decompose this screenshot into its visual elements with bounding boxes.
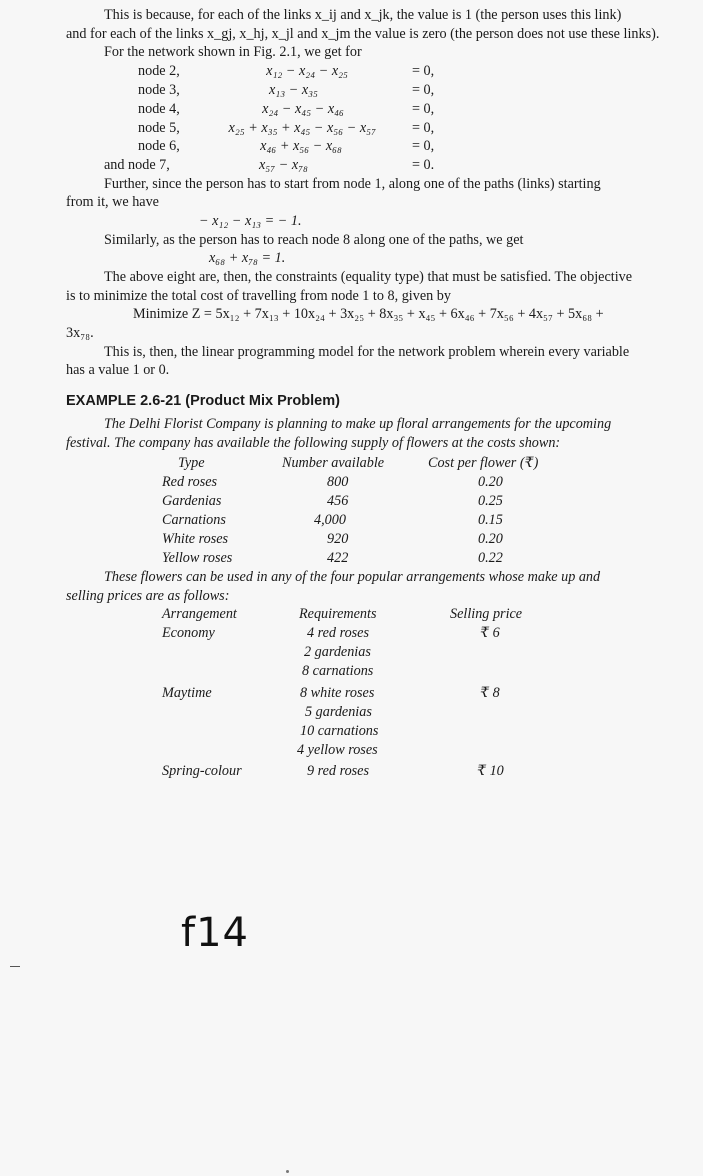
table-row: Yellow roses bbox=[162, 550, 233, 566]
start-constraint: − x₁₂ − x₁₃ = − 1. bbox=[199, 213, 302, 229]
eq-expr: x₄₆ + x₅₆ − x₆₈ bbox=[260, 138, 342, 154]
table-cell: 456 bbox=[327, 493, 349, 509]
arrangement-name: Maytime bbox=[162, 685, 212, 701]
further-line-1: Further, since the person has to start from node 1, along one of the paths (links) starting bbox=[104, 176, 601, 192]
requirement-item: 9 red roses bbox=[307, 763, 370, 779]
eq-expr: x₂₄ − x₄₅ − x₄₆ bbox=[262, 101, 344, 117]
selling-price: ₹ 10 bbox=[477, 763, 504, 779]
arr-header-requirements: Requirements bbox=[299, 606, 377, 622]
further-line-4: The above eight are, then, the constraints (equality type) that must be satisfied. The objective bbox=[104, 269, 633, 285]
table-cell: 0.22 bbox=[478, 550, 503, 566]
requirement-item: 10 carnations bbox=[300, 723, 379, 739]
page-mark bbox=[286, 1170, 289, 1173]
eq-label: node 5, bbox=[138, 120, 180, 136]
after-table-line-1: These flowers can be used in any of the four popular arrangements whose make up and bbox=[104, 569, 601, 585]
selling-price: ₹ 8 bbox=[480, 685, 500, 701]
requirement-item: 8 carnations bbox=[302, 663, 374, 679]
eq-value: = 0, bbox=[412, 120, 435, 136]
intro-line-2: and for each of the links x_gj, x_hj, x_jl and x_jm the value is zero (the person does not use these links). bbox=[66, 26, 660, 42]
objective-function: Minimize Z = 5x₁₂ + 7x₁₃ + 10x₂₄ + 3x₂₅ + 8x₃₅ + x₄₅ + 6x₄₆ + 7x₅₆ + 4x₅₇ + 5x₆₈ + bbox=[133, 306, 604, 322]
eq-expr: x₂₅ + x₃₅ + x₄₅ − x₅₆ − x₅₇ bbox=[228, 120, 376, 136]
eq-expr: x₁₃ − x₃₅ bbox=[269, 82, 318, 98]
requirement-item: 4 red roses bbox=[307, 625, 370, 641]
table-row: Red roses bbox=[162, 474, 218, 490]
requirement-item: 5 gardenias bbox=[305, 704, 372, 720]
after-table-line-2: selling prices are as follows: bbox=[66, 588, 230, 604]
table-cell: 0.15 bbox=[478, 512, 503, 528]
example-heading: EXAMPLE 2.6-21 (Product Mix Problem) bbox=[66, 393, 340, 409]
table-row: Gardenias bbox=[162, 493, 222, 509]
objective-continuation: 3x₇₈. bbox=[66, 325, 94, 341]
further-line-6: This is, then, the linear programming model for the network problem wherein every variable bbox=[104, 344, 630, 360]
eq-value: = 0, bbox=[412, 101, 435, 117]
requirement-item: 8 white roses bbox=[300, 685, 375, 701]
eq-value: = 0. bbox=[412, 157, 435, 173]
table-cell: 0.20 bbox=[478, 531, 503, 547]
eq-value: = 0, bbox=[412, 82, 435, 98]
further-line-3: Similarly, as the person has to reach node 8 along one of the paths, we get bbox=[104, 232, 524, 248]
supply-header-type: Type bbox=[178, 455, 205, 471]
table-cell: 800 bbox=[327, 474, 349, 490]
eq-expr: x₁₂ − x₂₄ − x₂₅ bbox=[266, 63, 348, 79]
table-row: White roses bbox=[162, 531, 229, 547]
eq-label: node 3, bbox=[138, 82, 180, 98]
requirement-item: 4 yellow roses bbox=[297, 742, 378, 758]
selling-price: ₹ 6 bbox=[480, 625, 500, 641]
end-constraint: x₆₈ + x₇₈ = 1. bbox=[209, 250, 286, 266]
table-row: Carnations bbox=[162, 512, 226, 528]
eq-label: node 6, bbox=[138, 138, 180, 154]
arr-header-arrangement: Arrangement bbox=[162, 606, 237, 622]
eq-label: and node 7, bbox=[104, 157, 170, 173]
table-cell: 0.25 bbox=[478, 493, 503, 509]
table-cell: 0.20 bbox=[478, 474, 503, 490]
further-line-7: has a value 1 or 0. bbox=[66, 362, 170, 378]
table-cell: 422 bbox=[327, 550, 349, 566]
table-cell: 4,000 bbox=[314, 512, 346, 528]
arr-header-price: Selling price bbox=[450, 606, 523, 622]
eq-label: node 4, bbox=[138, 101, 180, 117]
intro-line-1: This is because, for each of the links x_ij and x_jk, the value is 1 (the person uses this link) bbox=[104, 7, 622, 23]
eq-expr: x₅₇ − x₇₈ bbox=[259, 157, 308, 173]
arrangement-name: Economy bbox=[162, 625, 215, 641]
eq-value: = 0, bbox=[412, 63, 435, 79]
example-line-2: festival. The company has available the following supply of flowers at the costs shown: bbox=[66, 435, 561, 451]
handwritten-note: f14 bbox=[181, 910, 249, 956]
requirement-item: 2 gardenias bbox=[304, 644, 371, 660]
eq-label: node 2, bbox=[138, 63, 180, 79]
further-line-5: is to minimize the total cost of travelling from node 1 to 8, given by bbox=[66, 288, 451, 304]
further-line-2: from it, we have bbox=[66, 194, 159, 210]
page-mark bbox=[10, 966, 20, 967]
eq-value: = 0, bbox=[412, 138, 435, 154]
supply-header-cost: Cost per flower (₹) bbox=[428, 455, 539, 471]
arrangement-name: Spring-colour bbox=[162, 763, 242, 779]
intro-line-3: For the network shown in Fig. 2.1, we get for bbox=[104, 44, 362, 60]
supply-header-number: Number available bbox=[282, 455, 385, 471]
table-cell: 920 bbox=[327, 531, 349, 547]
example-line-1: The Delhi Florist Company is planning to make up floral arrangements for the upcoming bbox=[104, 416, 612, 432]
